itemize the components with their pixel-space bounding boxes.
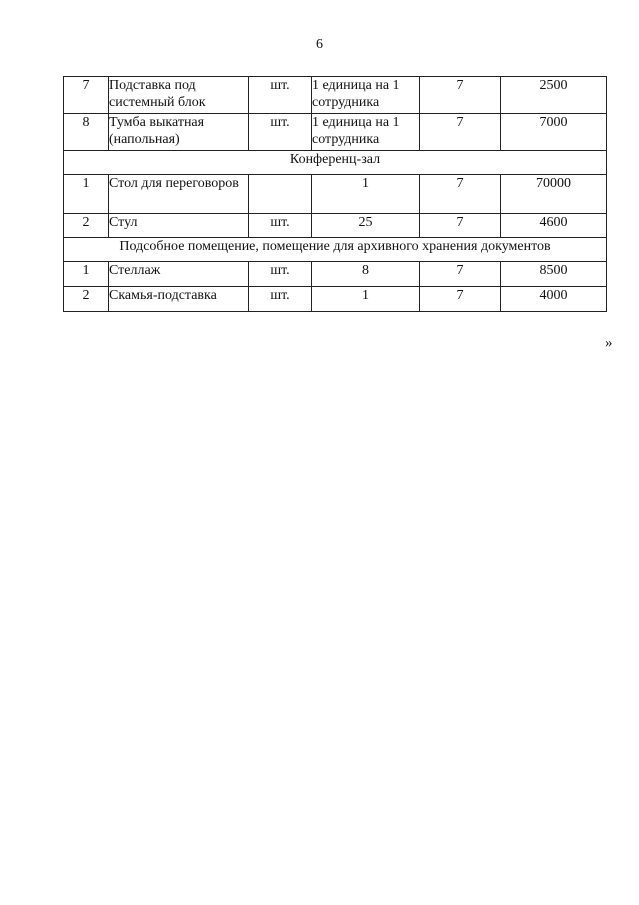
cell-price: 4000	[501, 287, 607, 312]
cell-num: 2	[64, 214, 109, 238]
cell-unit: шт.	[249, 262, 312, 287]
cell-unit: шт.	[249, 214, 312, 238]
cell-num: 1	[64, 262, 109, 287]
cell-name: Скамья-подставка	[109, 287, 249, 312]
cell-unit: шт.	[249, 77, 312, 114]
cell-term: 7	[420, 287, 501, 312]
cell-term: 7	[420, 77, 501, 114]
cell-num: 2	[64, 287, 109, 312]
cell-num: 7	[64, 77, 109, 114]
cell-norm: 1 единица на 1 сотрудника	[312, 77, 420, 114]
cell-unit: шт.	[249, 287, 312, 312]
cell-name: Стул	[109, 214, 249, 238]
table-row	[64, 287, 607, 312]
cell-norm: 8	[312, 262, 420, 287]
cell-norm: 1	[312, 175, 420, 214]
cell-name: Стеллаж	[109, 262, 249, 287]
furniture-norms-table	[63, 76, 607, 312]
section-title: Конференц-зал	[64, 151, 607, 175]
section-title: Подсобное помещение, помещение для архивного хранения документов	[64, 238, 607, 262]
table-row	[64, 262, 607, 287]
table-row	[64, 214, 607, 238]
cell-norm: 1	[312, 287, 420, 312]
cell-unit: шт.	[249, 114, 312, 151]
cell-num: 1	[64, 175, 109, 214]
cell-term: 7	[420, 114, 501, 151]
cell-norm: 25	[312, 214, 420, 238]
cell-name: Подставка под системный блок	[109, 77, 249, 114]
cell-num: 8	[64, 114, 109, 151]
cell-term: 7	[420, 175, 501, 214]
section-header-row	[64, 238, 607, 262]
cell-price: 7000	[501, 114, 607, 151]
cell-unit	[249, 175, 312, 214]
table-row	[64, 77, 607, 114]
table-row	[64, 175, 607, 214]
cell-price: 2500	[501, 77, 607, 114]
cell-term: 7	[420, 214, 501, 238]
closing-quote: »	[605, 335, 613, 351]
cell-norm: 1 единица на 1 сотрудника	[312, 114, 420, 151]
cell-price: 4600	[501, 214, 607, 238]
cell-term: 7	[420, 262, 501, 287]
cell-name: Стол для переговоров	[109, 175, 249, 214]
cell-price: 70000	[501, 175, 607, 214]
section-header-row	[64, 151, 607, 175]
table-row	[64, 114, 607, 151]
cell-name: Тумба выкатная (напольная)	[109, 114, 249, 151]
cell-price: 8500	[501, 262, 607, 287]
page-number: 6	[316, 37, 323, 52]
